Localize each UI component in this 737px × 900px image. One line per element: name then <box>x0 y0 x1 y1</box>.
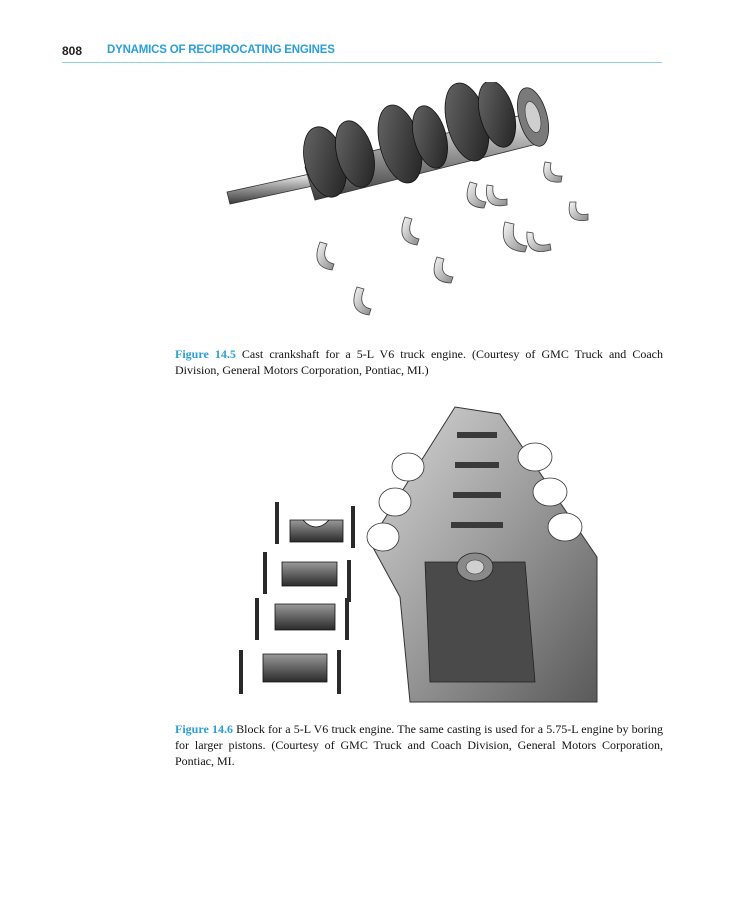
running-title: DYNAMICS OF RECIPROCATING ENGINES <box>107 44 335 56</box>
page-header <box>62 44 662 63</box>
figure-caption-text: Block for a 5-L V6 truck engine. The same casting is used for a 5.75-L engine by boring for larger pistons. (Courtesy of GMC Truck and Coach Division, General Motors Corporation, Pontiac, MI. <box>175 722 663 768</box>
page-number: 808 <box>62 44 83 58</box>
crankshaft-figure <box>215 82 615 337</box>
crankshaft <box>227 82 554 204</box>
main-bearing-caps <box>263 520 343 682</box>
figure-label: Figure 14.5 <box>175 347 236 361</box>
engine-block <box>367 407 597 702</box>
figure-caption <box>175 721 663 769</box>
engine-block-figure <box>225 402 610 712</box>
figure-caption-text: Cast crankshaft for a 5-L V6 truck engine. (Courtesy of GMC Truck and Coach Division, General Motors Corporation, Pontiac, MI.) <box>175 347 664 377</box>
figure-label: Figure 14.6 <box>175 722 233 736</box>
figure-caption <box>175 346 663 378</box>
